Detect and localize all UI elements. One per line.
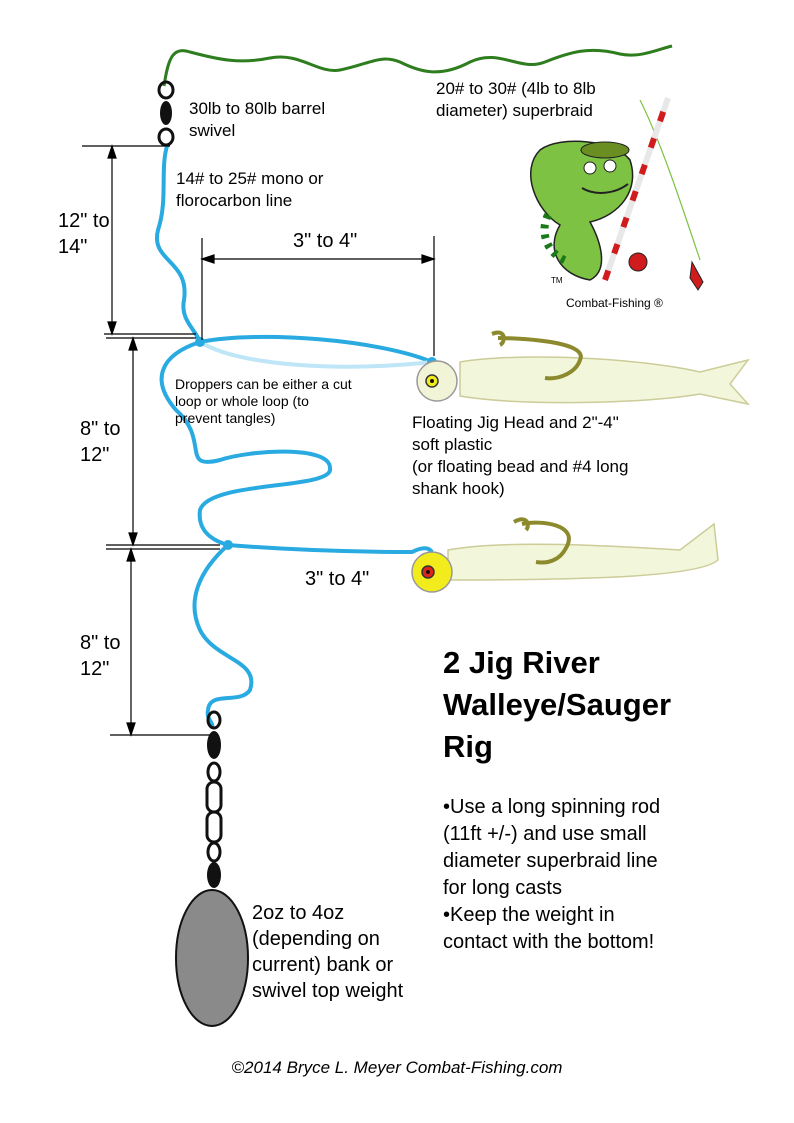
superbraid-label: 20# to 30# (4lb to 8lb diameter) superbraid bbox=[436, 79, 596, 120]
jig-lure-icon bbox=[417, 333, 748, 404]
weight-swivel-chain bbox=[207, 712, 221, 888]
bottom-spacing-label: 8" to 12" bbox=[80, 632, 121, 680]
weight-label: 2oz to 4oz (depending on current) bank or swivel top weight bbox=[252, 902, 404, 1002]
jig-lure-icon-lower bbox=[412, 519, 718, 592]
middle-spacing-label: 8" to 12" bbox=[80, 418, 121, 466]
frog-fisherman-icon bbox=[531, 98, 703, 290]
lower-dropper-line bbox=[228, 545, 432, 552]
barrel-swivel-icon bbox=[159, 82, 173, 145]
mono-line-label: 14# to 25# mono or florocarbon line bbox=[176, 169, 324, 210]
upper-dropper-line bbox=[200, 337, 432, 362]
top-spacing-label: 12" to 14" bbox=[58, 210, 110, 258]
copyright-text: ©2014 Bryce L. Meyer Combat-Fishing.com bbox=[231, 1058, 563, 1077]
jig-head-label: Floating Jig Head and 2"-4" soft plastic (or floating bead and #4 long shank hook) bbox=[412, 413, 629, 498]
droppers-note: Droppers can be either a cut loop or whole loop (to prevent tangles) bbox=[175, 376, 352, 426]
upper-dropper-loop bbox=[200, 342, 432, 367]
lower-dropper-width-label: 3" to 4" bbox=[305, 568, 370, 590]
trademark-mark: TM bbox=[551, 276, 563, 285]
upper-dropper-width-label: 3" to 4" bbox=[293, 230, 358, 252]
brand-caption: Combat-Fishing ® bbox=[566, 296, 663, 310]
page-title: 2 Jig River Walleye/Sauger Rig bbox=[443, 645, 672, 764]
swivel-label: 30lb to 80lb barrel swivel bbox=[189, 99, 326, 140]
tips-text: •Use a long spinning rod (11ft +/-) and use small diameter superbraid line for long casts •Keep the weight in contact with the bottom! bbox=[443, 796, 661, 953]
sinker-weight-icon bbox=[176, 890, 248, 1026]
